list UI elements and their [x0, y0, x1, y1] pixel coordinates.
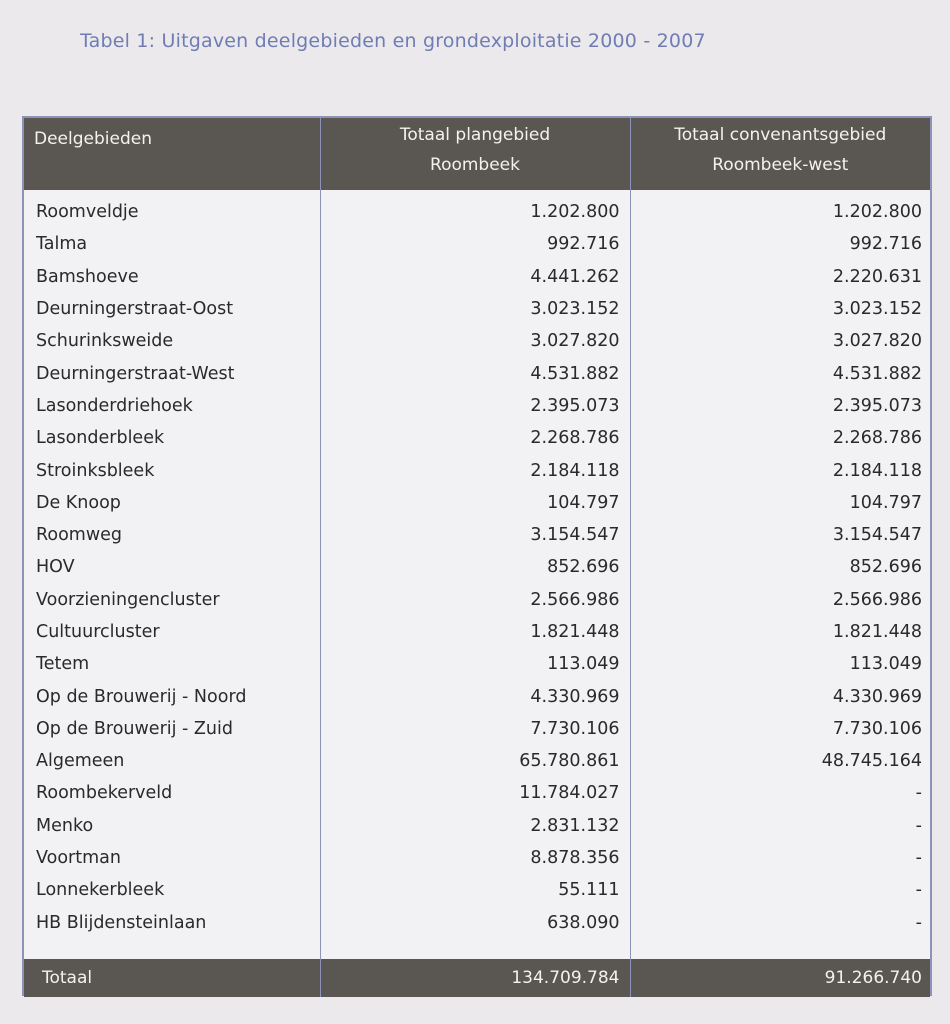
row-convenant: -	[915, 783, 922, 804]
total-plangebied: 134.709.784	[320, 959, 630, 997]
table-row	[24, 616, 930, 648]
row-convenant: 992.716	[849, 234, 922, 255]
table-row	[24, 228, 930, 260]
row-plangebied: 992.716	[320, 228, 630, 260]
row-name: Menko	[24, 810, 320, 842]
row-plangebied: 4.330.969	[320, 680, 630, 712]
row-convenant: 7.730.106	[832, 718, 922, 739]
expenditure-table	[22, 116, 932, 996]
row-name: Deurningerstraat-Oost	[24, 293, 320, 325]
row-plangebied: 3.154.547	[320, 519, 630, 551]
row-name: Cultuurcluster	[24, 616, 320, 648]
row-plangebied: 852.696	[320, 551, 630, 583]
row-name: Roomveldje	[24, 190, 320, 228]
table-row	[24, 261, 930, 293]
table-row	[24, 842, 930, 874]
row-name: Schurinksweide	[24, 325, 320, 357]
row-name: Talma	[24, 228, 320, 260]
table-row	[24, 713, 930, 745]
row-convenant: 48.745.164	[821, 751, 922, 772]
table-row	[24, 422, 930, 454]
row-name: HB Blijdensteinlaan	[24, 907, 320, 939]
row-plangebied: 2.831.132	[320, 810, 630, 842]
table-footer	[24, 959, 930, 997]
row-convenant: 2.220.631	[832, 266, 922, 287]
row-name: Op de Brouwerij - Zuid	[24, 713, 320, 745]
header-deelgebieden	[24, 118, 320, 190]
row-convenant: 2.184.118	[832, 460, 922, 481]
header-plangebied	[320, 118, 630, 190]
row-plangebied: 104.797	[320, 487, 630, 519]
row-plangebied: 113.049	[320, 648, 630, 680]
header-convenant-line1: Totaal convenantsgebied	[674, 125, 887, 145]
data-table	[24, 118, 930, 997]
total-row	[24, 959, 930, 997]
row-convenant: 1.821.448	[832, 622, 922, 642]
row-plangebied: 638.090	[320, 907, 630, 939]
row-name: HOV	[24, 551, 320, 583]
row-plangebied: 11.784.027	[320, 777, 630, 809]
table-row	[24, 584, 930, 616]
row-name: Lasonderdriehoek	[24, 390, 320, 422]
table-row	[24, 551, 930, 583]
table-body	[24, 190, 930, 959]
row-convenant: 104.797	[849, 492, 922, 513]
row-name: Lasonderbleek	[24, 422, 320, 454]
row-name: Tetem	[24, 648, 320, 680]
row-convenant: 2.566.986	[832, 589, 922, 610]
row-name: Stroinksbleek	[24, 454, 320, 486]
row-name: Roombekerveld	[24, 777, 320, 809]
row-plangebied: 2.268.786	[320, 422, 630, 454]
row-convenant: 2.268.786	[832, 428, 922, 449]
total-label: Totaal	[24, 959, 320, 997]
row-name: Roomweg	[24, 519, 320, 551]
row-convenant: 852.696	[849, 557, 922, 578]
row-plangebied: 1.202.800	[320, 190, 630, 228]
row-convenant: 3.154.547	[832, 525, 922, 546]
row-convenant: -	[915, 912, 922, 933]
table-row	[24, 745, 930, 777]
table-row	[24, 874, 930, 906]
header-convenant	[630, 118, 930, 190]
row-plangebied: 7.730.106	[320, 713, 630, 745]
row-plangebied: 3.023.152	[320, 293, 630, 325]
row-convenant: 1.202.800	[832, 202, 922, 223]
row-name: Deurningerstraat-West	[24, 357, 320, 389]
table-row	[24, 519, 930, 551]
row-name: De Knoop	[24, 487, 320, 519]
row-plangebied: 2.566.986	[320, 584, 630, 616]
spacer-cell	[320, 939, 630, 959]
row-convenant: 4.330.969	[832, 686, 922, 707]
header-deelgebieden-label: Deelgebieden	[34, 129, 152, 149]
header-plangebied-line1: Totaal plangebied	[399, 125, 551, 145]
header-plangebied-line2: Roombeek	[430, 155, 520, 175]
table-row	[24, 487, 930, 519]
table-row	[24, 680, 930, 712]
row-convenant: -	[915, 815, 922, 836]
total-convenant: 91.266.740	[630, 959, 930, 997]
row-plangebied: 4.531.882	[320, 357, 630, 389]
row-convenant: -	[915, 848, 922, 869]
row-convenant: 3.023.152	[832, 299, 922, 320]
table-row	[24, 325, 930, 357]
row-convenant: 113.049	[849, 654, 922, 675]
header-convenant-line2: Roombeek-west	[712, 155, 849, 175]
spacer-cell	[630, 939, 930, 959]
row-plangebied: 3.027.820	[320, 325, 630, 357]
table-row	[24, 454, 930, 486]
row-plangebied: 55.111	[320, 874, 630, 906]
row-name: Lonnekerbleek	[24, 874, 320, 906]
row-convenant: -	[915, 880, 922, 901]
table-row	[24, 810, 930, 842]
row-plangebied: 4.441.262	[320, 261, 630, 293]
row-plangebied: 2.184.118	[320, 454, 630, 486]
row-convenant: 2.395.073	[832, 395, 922, 416]
row-name: Voortman	[24, 842, 320, 874]
row-convenant: 4.531.882	[832, 363, 922, 384]
row-name: Algemeen	[24, 745, 320, 777]
table-header	[24, 118, 930, 190]
table-row	[24, 648, 930, 680]
row-plangebied: 65.780.861	[320, 745, 630, 777]
row-convenant: 3.027.820	[832, 331, 922, 352]
spacer-cell	[24, 939, 320, 959]
row-plangebied: 2.395.073	[320, 390, 630, 422]
row-name: Op de Brouwerij - Noord	[24, 680, 320, 712]
spacer-row	[24, 939, 930, 959]
row-name: Bamshoeve	[24, 261, 320, 293]
table-row	[24, 777, 930, 809]
page-title: Tabel 1: Uitgaven deelgebieden en grondexploitatie 2000 - 2007	[80, 30, 706, 52]
table-row	[24, 907, 930, 939]
row-name: Voorzieningencluster	[24, 584, 320, 616]
table-row	[24, 390, 930, 422]
row-plangebied: 1.821.448	[320, 616, 630, 648]
row-plangebied: 8.878.356	[320, 842, 630, 874]
table-row	[24, 357, 930, 389]
table-row	[24, 190, 930, 228]
table-row	[24, 293, 930, 325]
